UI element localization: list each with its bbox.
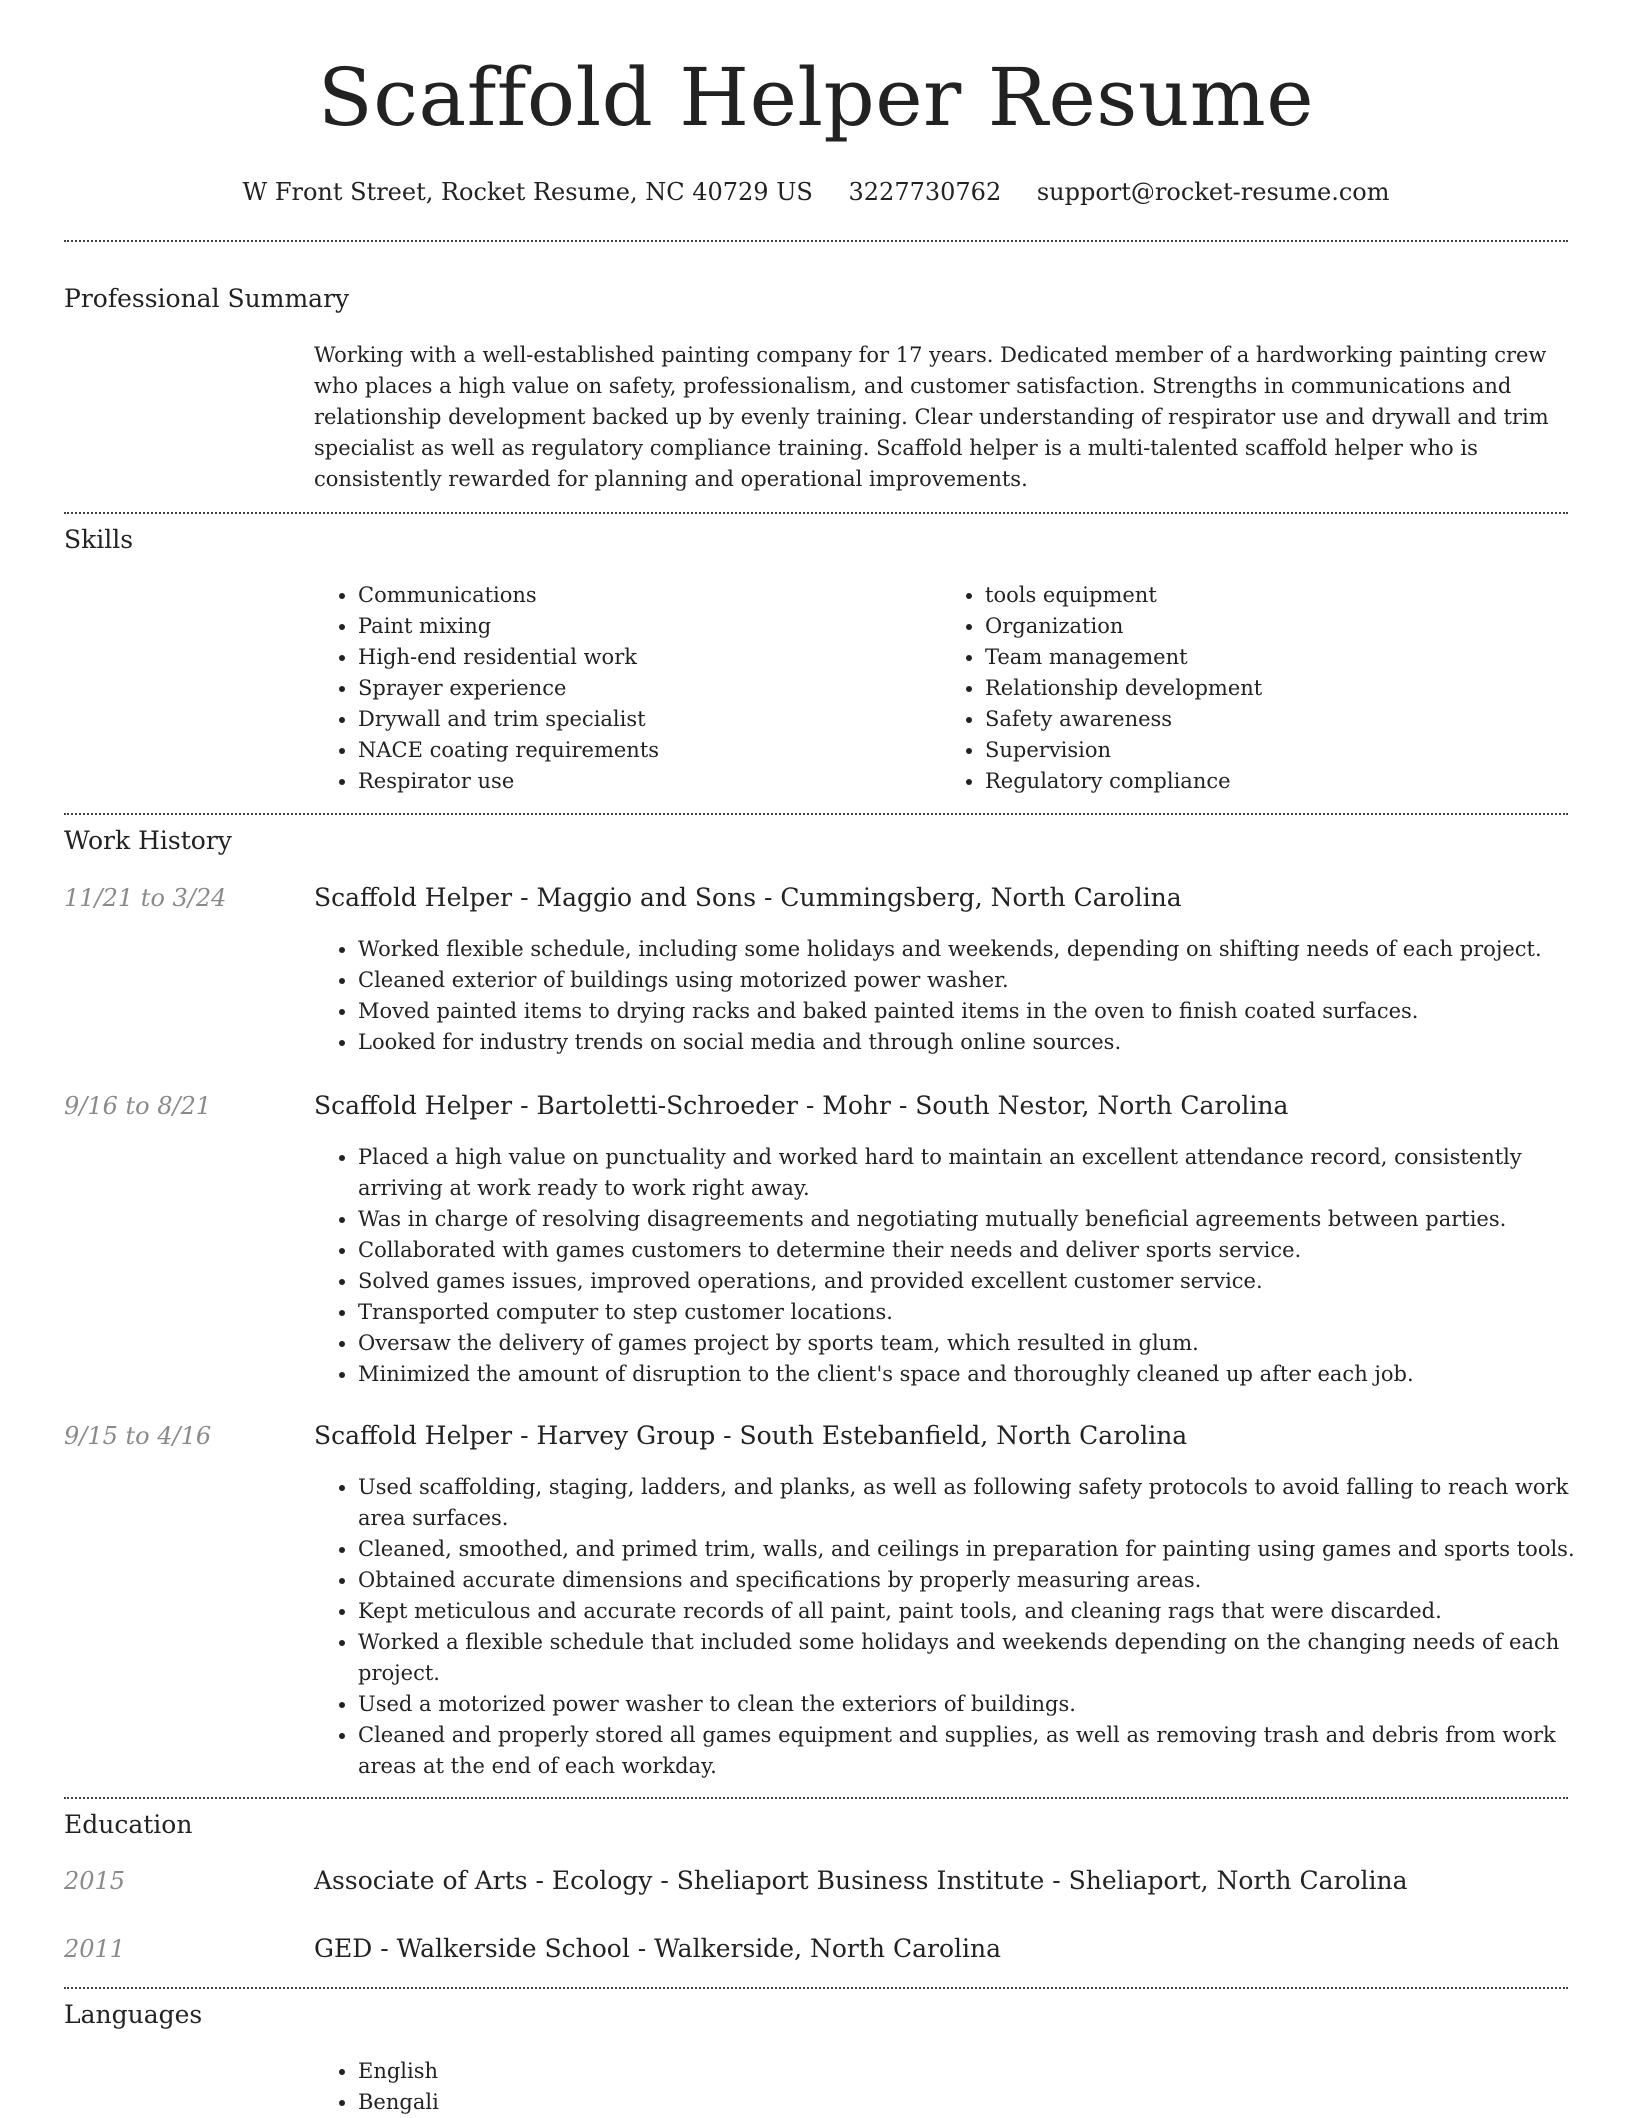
education-entry: GED - Walkerside School - Walkerside, North Carolina <box>314 1934 1001 1963</box>
job-bullet: • Oversaw the delivery of games project by sports team, which resulted in glum. <box>358 1328 1612 1359</box>
section-divider <box>64 1987 1568 1989</box>
job-title: Scaffold Helper - Maggio and Sons - Cummingsberg, North Carolina <box>314 883 1182 912</box>
section-divider <box>64 1797 1568 1799</box>
contact-email: support@rocket-resume.com <box>1036 178 1390 206</box>
skill-item: • Safety awareness <box>985 704 1568 735</box>
education-entry: Associate of Arts - Ecology - Sheliaport Business Institute - Sheliaport, North Carolina <box>314 1866 1408 1895</box>
languages-section <box>64 2000 1568 2114</box>
job-dates: 9/16 to 8/21 <box>64 1092 212 1120</box>
section-title-summary: Professional Summary <box>64 284 350 313</box>
job-bullet: • Worked flexible schedule, including some holidays and weekends, depending on shifting needs of each project. <box>358 934 1612 965</box>
job-bullet: • Cleaned, smoothed, and primed trim, walls, and ceilings in preparation for painting using games and sports tools. <box>358 1534 1612 1565</box>
job-bullet: • Kept meticulous and accurate records of all paint, paint tools, and cleaning rags that were discarded. <box>358 1596 1612 1627</box>
skills-section <box>64 525 1568 793</box>
education-year: 2011 <box>64 1935 126 1963</box>
section-title-languages: Languages <box>64 2000 203 2029</box>
skill-item: • tools equipment <box>985 580 1568 611</box>
job-bullet: • Placed a high value on punctuality and worked hard to maintain an excellent attendance record, consistently arriving at work ready to work right away. <box>358 1142 1612 1204</box>
job-bullet: • Cleaned and properly stored all games equipment and supplies, as well as removing trash and debris from work areas at the end of each workday. <box>358 1720 1612 1782</box>
skill-item: • Regulatory compliance <box>985 766 1568 797</box>
skill-item: • Organization <box>985 611 1568 642</box>
skill-item: • Drywall and trim specialist <box>358 704 941 735</box>
job-bullets <box>314 934 1612 1058</box>
language-item: • Bengali <box>358 2087 1612 2118</box>
section-divider <box>64 813 1568 815</box>
job-bullet: • Obtained accurate dimensions and specifications by properly measuring areas. <box>358 1565 1612 1596</box>
contact-line <box>0 178 1632 206</box>
skill-item: • Communications <box>358 580 941 611</box>
skill-item: • Supervision <box>985 735 1568 766</box>
job-bullets <box>314 1472 1612 1782</box>
job-bullet: • Worked a flexible schedule that included some holidays and weekends depending on the changing needs of each project. <box>358 1627 1612 1689</box>
skill-item: • NACE coating requirements <box>358 735 941 766</box>
job-title: Scaffold Helper - Bartoletti-Schroeder - Mohr - South Nestor, North Carolina <box>314 1091 1289 1120</box>
contact-phone: 3227730762 <box>848 178 1002 206</box>
job-bullet: • Transported computer to step customer locations. <box>358 1297 1612 1328</box>
summary-text: Working with a well-established painting company for 17 years. Dedicated member of a hardworking painting crew who places a high value on safety, professionalism, and customer satisfaction. Strengths in communications and relationship development backed up by evenly training. Clear understanding of respirator use and drywall and trim specialist as well as regulatory compliance training. Scaffold helper is a multi-talented scaffold helper who is consistently rewarded for planning and operational improvements. <box>314 343 1549 491</box>
summary-section <box>64 284 1568 491</box>
education-year: 2015 <box>64 1867 126 1895</box>
job-bullet: • Moved painted items to drying racks and baked painted items in the oven to finish coated surfaces. <box>358 996 1612 1027</box>
job-bullet: • Solved games issues, improved operations, and provided excellent customer service. <box>358 1266 1612 1297</box>
contact-address: W Front Street, Rocket Resume, NC 40729 US <box>242 178 813 206</box>
job-bullet: • Looked for industry trends on social media and through online sources. <box>358 1027 1612 1058</box>
job-dates: 9/15 to 4/16 <box>64 1422 212 1450</box>
language-item: • English <box>358 2056 1612 2087</box>
skill-item: • Sprayer experience <box>358 673 941 704</box>
skill-item: • Respirator use <box>358 766 941 797</box>
job-dates: 11/21 to 3/24 <box>64 884 227 912</box>
job-bullets <box>314 1142 1612 1390</box>
job-bullet: • Cleaned exterior of buildings using motorized power washer. <box>358 965 1612 996</box>
section-title-skills: Skills <box>64 525 134 554</box>
education-section <box>64 1810 1568 1963</box>
skill-item: • Team management <box>985 642 1568 673</box>
skill-item: • Paint mixing <box>358 611 941 642</box>
resume-title: Scaffold Helper Resume <box>317 51 1315 144</box>
section-title-education: Education <box>64 1810 193 1839</box>
section-divider <box>64 240 1568 242</box>
section-divider <box>64 512 1568 514</box>
languages-list <box>314 2056 1612 2118</box>
job-bullet: • Was in charge of resolving disagreements and negotiating mutually beneficial agreements between parties. <box>358 1204 1612 1235</box>
job-title: Scaffold Helper - Harvey Group - South Estebanfield, North Carolina <box>314 1421 1188 1450</box>
job-bullet: • Used scaffolding, staging, ladders, and planks, as well as following safety protocols to avoid falling to reach work area surfaces. <box>358 1472 1612 1534</box>
job-bullet: • Minimized the amount of disruption to the client's space and thoroughly cleaned up after each job. <box>358 1359 1612 1390</box>
skills-list-right <box>941 580 1568 797</box>
skills-list-left <box>314 580 941 797</box>
work-history-section <box>64 826 1575 1778</box>
skill-item: • High-end residential work <box>358 642 941 673</box>
section-title-work-history: Work History <box>64 826 232 855</box>
job-bullet: • Collaborated with games customers to determine their needs and deliver sports service. <box>358 1235 1612 1266</box>
skills-columns <box>314 580 1568 797</box>
skill-item: • Relationship development <box>985 673 1568 704</box>
job-bullet: • Used a motorized power washer to clean the exteriors of buildings. <box>358 1689 1612 1720</box>
